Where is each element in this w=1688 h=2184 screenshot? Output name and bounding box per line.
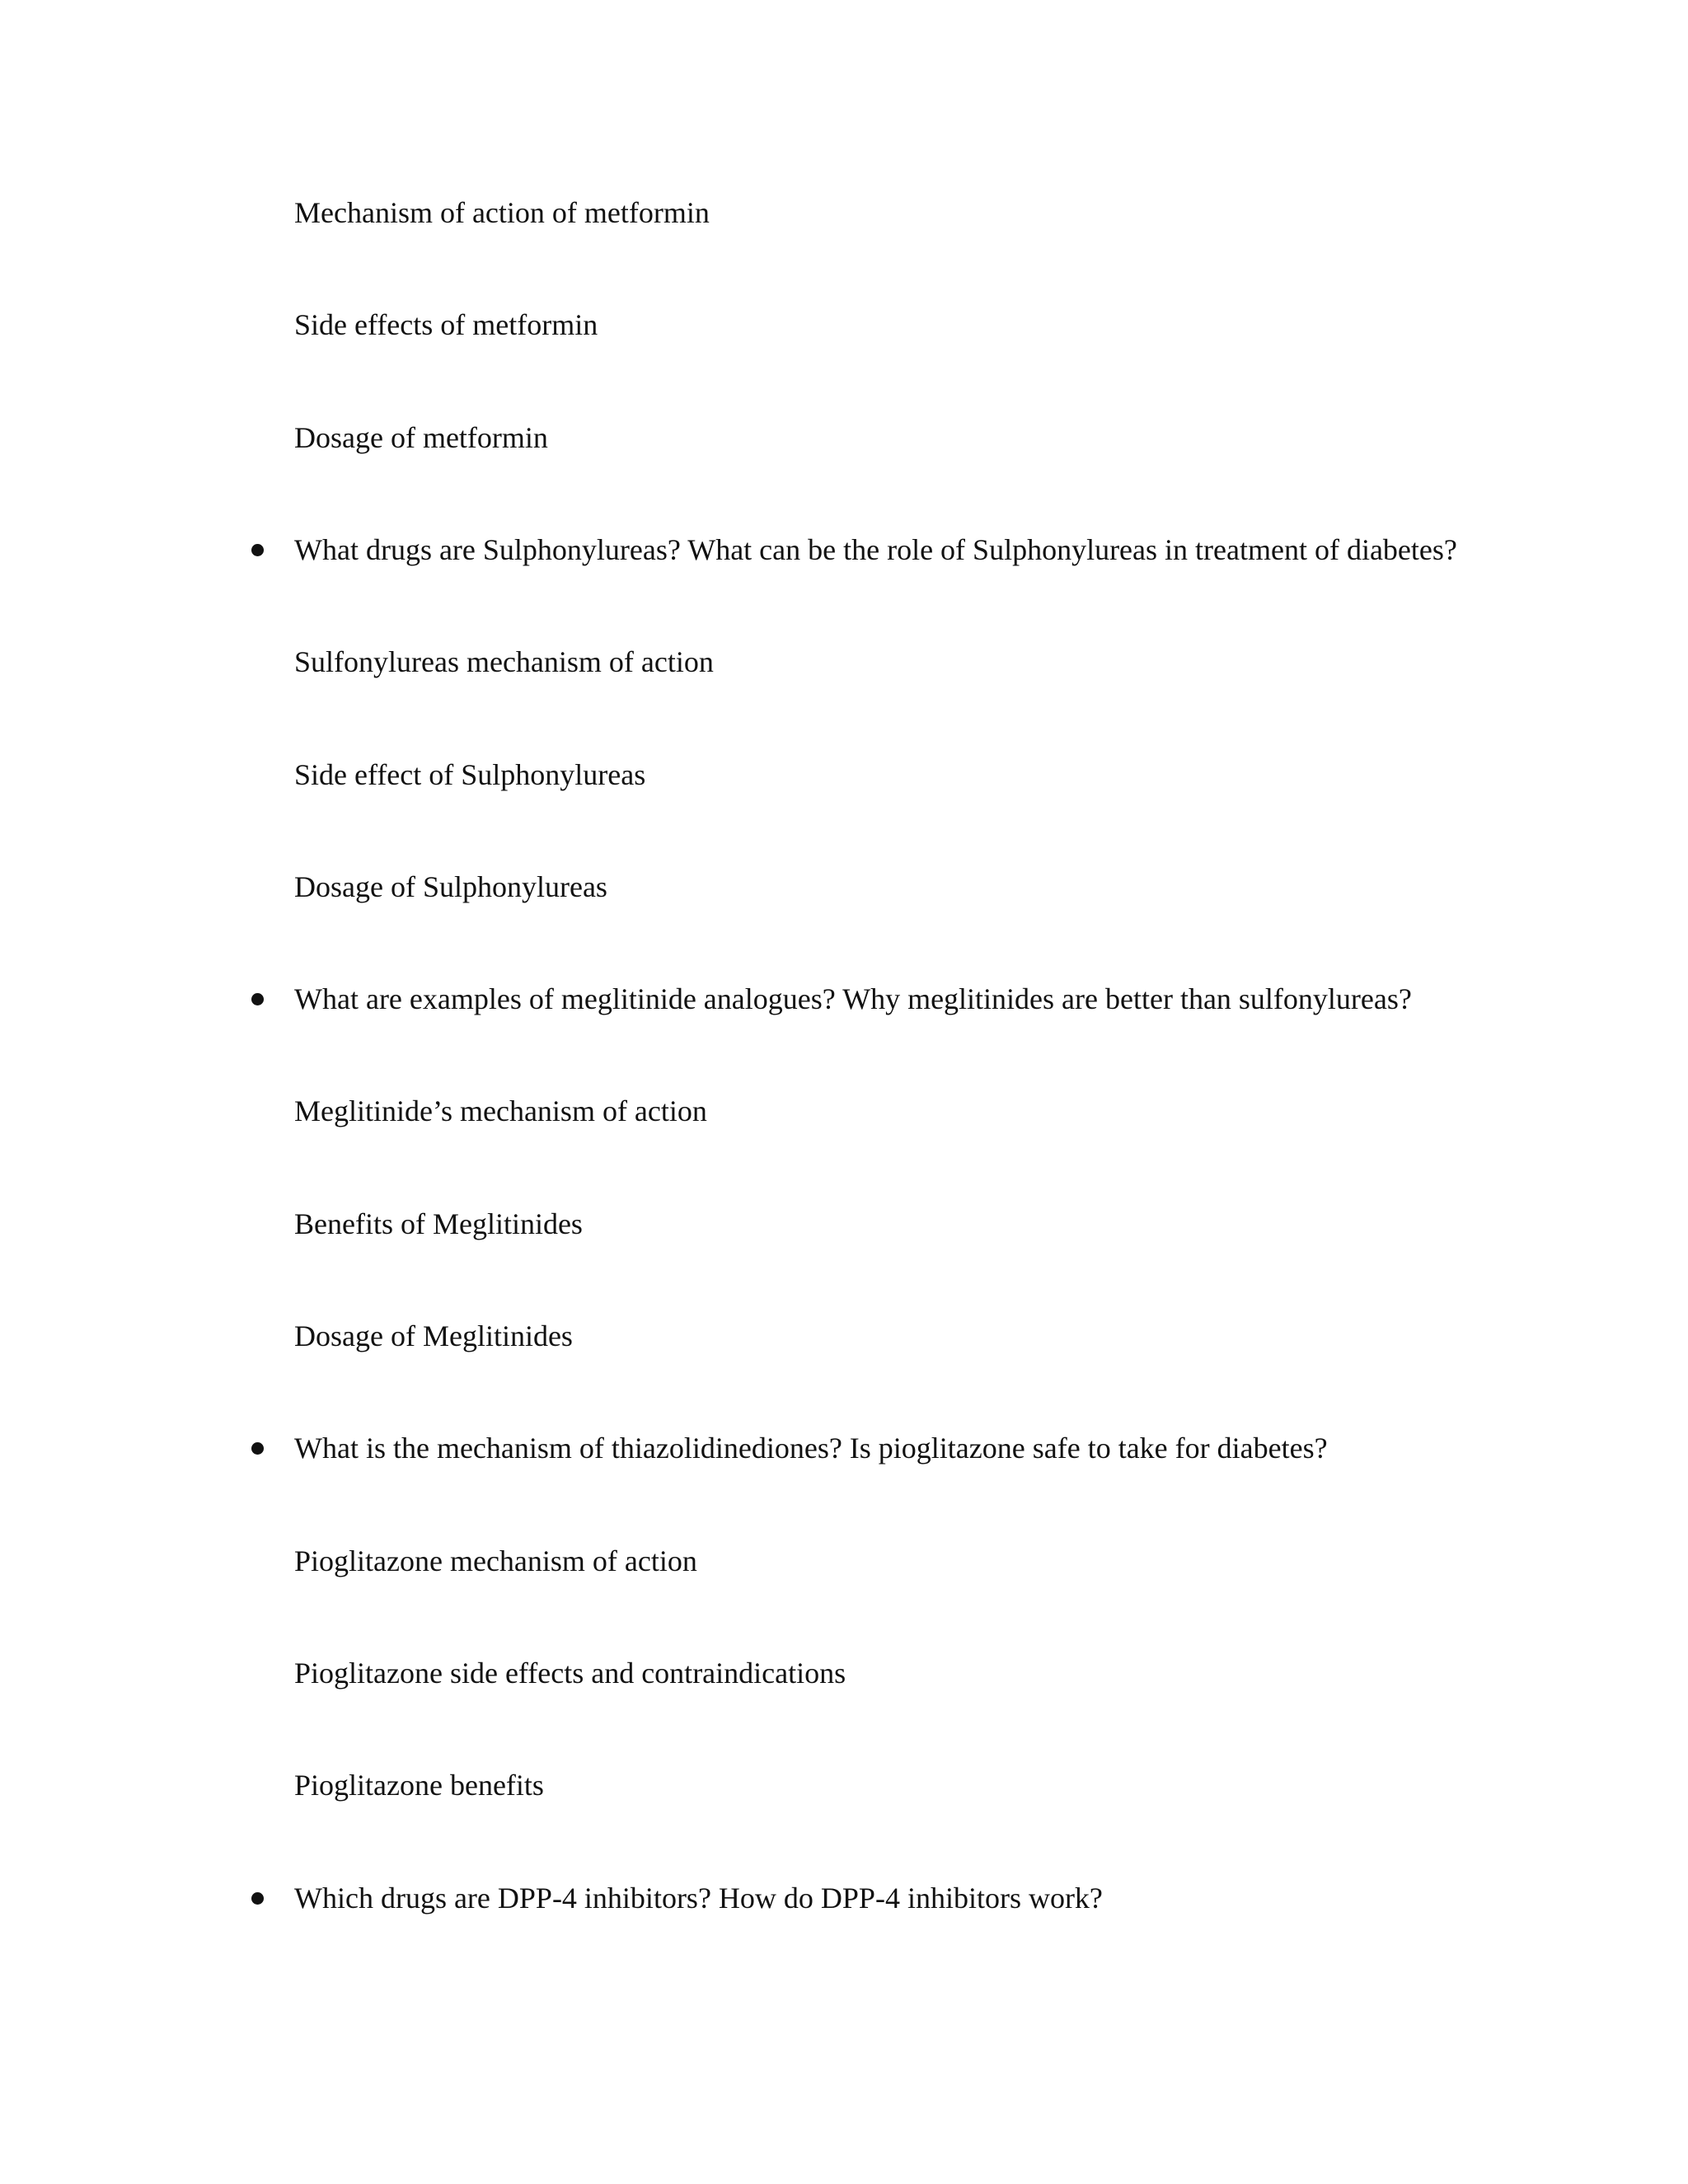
subtopic-line xyxy=(294,188,710,237)
subtopic-line xyxy=(294,862,607,912)
subtopic-line xyxy=(294,1760,544,1810)
line-text: What drugs are Sulphonylureas? What can be the role of Sulphonylureas in treatment of diabetes? xyxy=(294,533,1457,566)
subtopic-line xyxy=(294,300,598,349)
subtopic-line xyxy=(294,1648,846,1698)
line-text: Dosage of Sulphonylureas xyxy=(294,870,607,903)
bullet-icon xyxy=(245,1873,270,1923)
line-text: Benefits of Meglitinides xyxy=(294,1207,583,1240)
line-text: Sulfonylureas mechanism of action xyxy=(294,645,714,678)
subtopic-line xyxy=(294,1536,697,1586)
bullet-icon xyxy=(245,1423,270,1473)
line-text: Pioglitazone benefits xyxy=(294,1769,544,1802)
bullet-question xyxy=(294,974,1412,1024)
subtopic-line xyxy=(294,1086,707,1136)
subtopic-line xyxy=(294,1311,573,1361)
line-text: Pioglitazone side effects and contraindications xyxy=(294,1657,846,1690)
line-text: Side effects of metformin xyxy=(294,308,598,341)
subtopic-line xyxy=(294,1199,583,1249)
subtopic-line xyxy=(294,413,548,462)
line-text: Mechanism of action of metformin xyxy=(294,196,710,229)
subtopic-line xyxy=(294,637,714,687)
bullet-question xyxy=(294,525,1457,574)
line-text: What is the mechanism of thiazolidinediones? Is pioglitazone safe to take for diabetes? xyxy=(294,1432,1328,1465)
bullet-question xyxy=(294,1873,1103,1923)
line-text: What are examples of meglitinide analogues? Why meglitinides are better than sulfonylureas? xyxy=(294,982,1412,1015)
line-text: Which drugs are DPP-4 inhibitors? How do DPP-4 inhibitors work? xyxy=(294,1882,1103,1915)
line-text: Meglitinide’s mechanism of action xyxy=(294,1094,707,1127)
bullet-question xyxy=(294,1423,1328,1473)
bullet-icon xyxy=(245,525,270,574)
line-text: Dosage of Meglitinides xyxy=(294,1319,573,1352)
subtopic-line xyxy=(294,750,645,799)
line-text: Pioglitazone mechanism of action xyxy=(294,1544,697,1577)
line-text: Side effect of Sulphonylureas xyxy=(294,758,646,791)
line-text: Dosage of metformin xyxy=(294,421,548,454)
bullet-icon xyxy=(245,974,270,1024)
